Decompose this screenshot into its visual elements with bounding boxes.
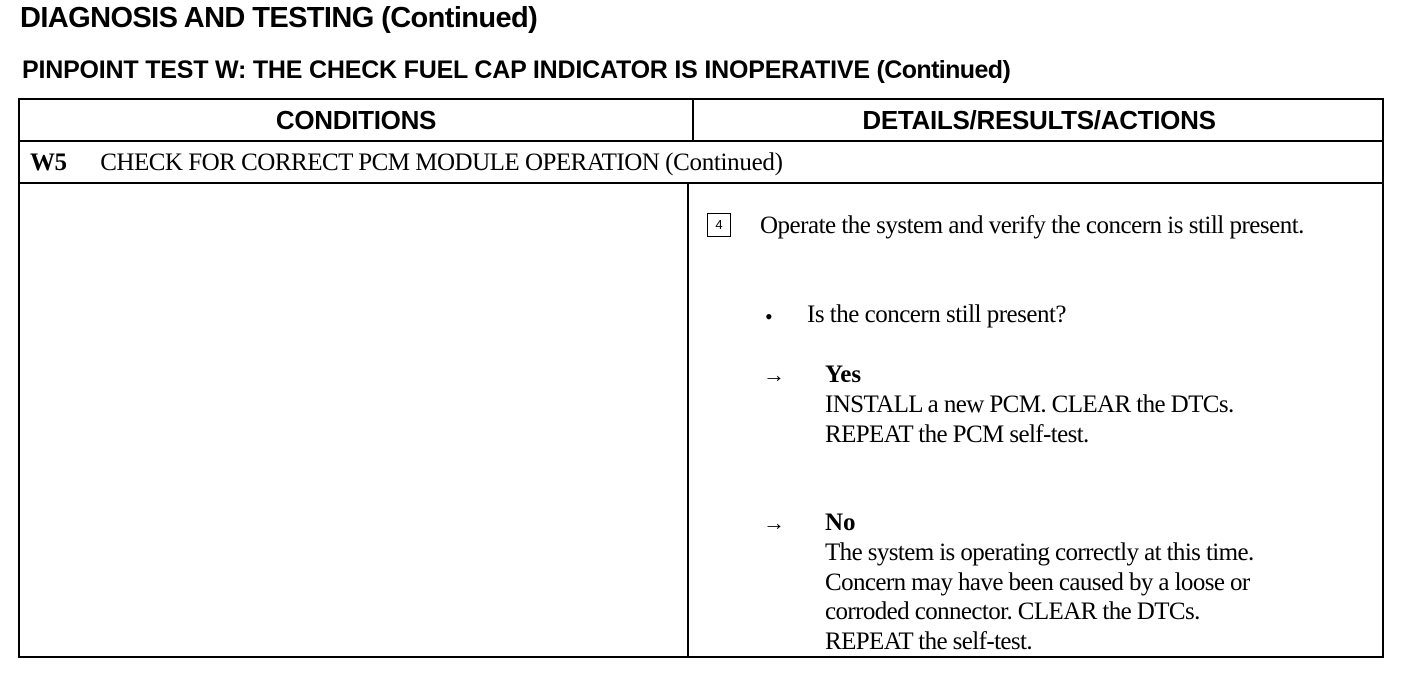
bullet-icon: • [765, 304, 773, 329]
header-divider [20, 140, 1382, 142]
step-id: W5 [30, 149, 67, 176]
column-header-conditions: CONDITIONS [275, 105, 437, 135]
step-title-continued: (Continued) [665, 149, 783, 176]
answer-line: REPEAT the self-test. [825, 627, 1033, 655]
answer-line: REPEAT the PCM self-test. [825, 420, 1089, 448]
answer-no-label: No [825, 509, 856, 536]
answer-no-action [825, 538, 1385, 656]
arrow-right-icon: → [763, 362, 785, 387]
substep-number-box: 4 [707, 213, 731, 237]
column-header-details: DETAILS/RESULTS/ACTIONS [862, 105, 1216, 135]
arrow-right-icon: → [763, 510, 785, 535]
answer-line: INSTALL a new PCM. CLEAR the DTCs. [825, 391, 1234, 418]
instruction-text: Operate the system and verify the concern is still present. [760, 212, 1304, 239]
question-text: Is the concern still present? [807, 301, 1067, 328]
step-title [100, 149, 782, 176]
pinpoint-test-continued: (Continued) [876, 56, 1011, 84]
answer-line: Concern may have been caused by a loose or [825, 568, 1250, 596]
pinpoint-test-name: PINPOINT TEST W: THE CHECK FUEL CAP INDICATOR IS INOPERATIVE [22, 56, 870, 84]
page-title: DIAGNOSIS AND TESTING (Continued) [20, 2, 538, 34]
step-divider [20, 182, 1382, 184]
step-title-text: CHECK FOR CORRECT PCM MODULE OPERATION [100, 149, 660, 176]
answer-line: corroded connector. CLEAR the DTCs. [825, 598, 1200, 625]
pinpoint-test-table [18, 98, 1384, 658]
answer-line: The system is operating correctly at this time. [825, 539, 1254, 566]
pinpoint-test-title [22, 56, 1010, 85]
answer-yes-label: Yes [825, 361, 862, 388]
body-column-divider [687, 182, 689, 656]
step-row [30, 149, 783, 177]
answer-yes-action [825, 390, 1385, 449]
